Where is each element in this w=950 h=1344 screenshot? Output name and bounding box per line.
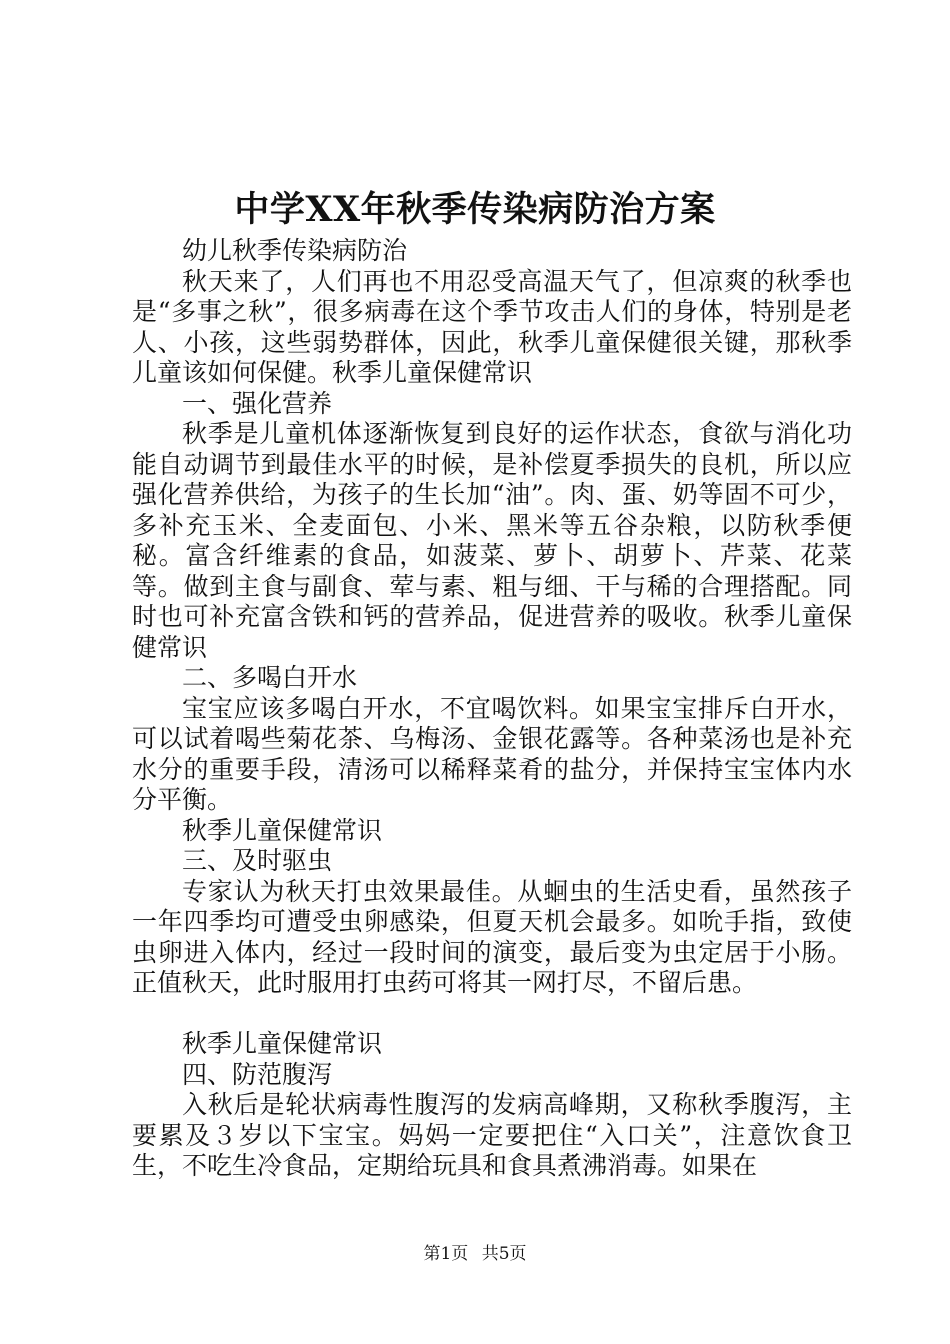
paragraph-nutrition: 秋季是儿童机体逐渐恢复到良好的运作状态，食欲与消化功能自动调节到最佳水平的时候，是补偿夏季损失的良机，所以应强化营养供给，为孩子的生长加“油”。肉、蛋、奶等固不可少，多补充玉米、全麦面包、小米、黑米等五谷杂粮，以防秋季便秘。富含纤维素的食品，如菠菜、萝卜、胡萝卜、芹菜、花菜等。做到主食与副食、荤与素、粗与细、干与稀的合理搭配。同时也可补充富含铁和钙的营养品，促进营养的吸收。秋季儿童保健常识 [132, 419, 852, 662]
paragraph-water: 宝宝应该多喝白开水，不宜喝饮料。如果宝宝排斥白开水，可以试着喝些菊花茶、乌梅汤、金银花露等。各种菜汤也是补充水分的重要手段，清汤可以稀释菜肴的盐分，并保持宝宝体内水分平衡。 [132, 693, 852, 814]
blank-line [132, 999, 852, 1030]
document-body [132, 236, 852, 1182]
paragraph-subtitle: 幼儿秋季传染病防治 [182, 236, 408, 265]
section-heading-deworming: 三、及时驱虫 [182, 846, 333, 875]
page-footer [0, 1243, 950, 1265]
paragraph-deworming: 专家认为秋天打虫效果最佳。从蛔虫的生活史看，虽然孩子一年四季均可遭受虫卵感染，但夏天机会最多。如吮手指，致使虫卵进入体内，经过一段时间的演变，最后变为虫定居于小肠。正值秋天，此时服用打虫药可将其一网打尽，不留后患。 [132, 876, 852, 997]
section-heading-nutrition: 一、强化营养 [182, 388, 333, 418]
paragraph-diarrhea: 入秋后是轮状病毒性腹泻的发病高峰期，又称秋季腹泻，主要累及３岁以下宝宝。妈妈一定要把住“入口关”，注意饮食卫生，不吃生冷食品，定期给玩具和食具煮沸消毒。如果在 [132, 1090, 852, 1180]
section-heading-water: 二、多喝白开水 [182, 663, 358, 692]
paragraph-intro: 秋天来了，人们再也不用忍受高温天气了，但凉爽的秋季也是“多事之秋”，很多病毒在这个季节攻击人们的身体，特别是老人、小孩，这些弱势群体，因此，秋季儿童保健很关键，那秋季儿童该如何保健。秋季儿童保健常识 [132, 266, 852, 387]
page-total: 共5页 [481, 1244, 527, 1264]
section-heading-diarrhea: 四、防范腹泻 [182, 1059, 333, 1089]
document-title: 中学XX年秋季传染病防治方案 [234, 189, 716, 230]
page-number: 第1页 [423, 1244, 469, 1264]
paragraph-health-tips: 秋季儿童保健常识 [182, 815, 383, 845]
paragraph-health-tips: 秋季儿童保健常识 [182, 1029, 383, 1058]
